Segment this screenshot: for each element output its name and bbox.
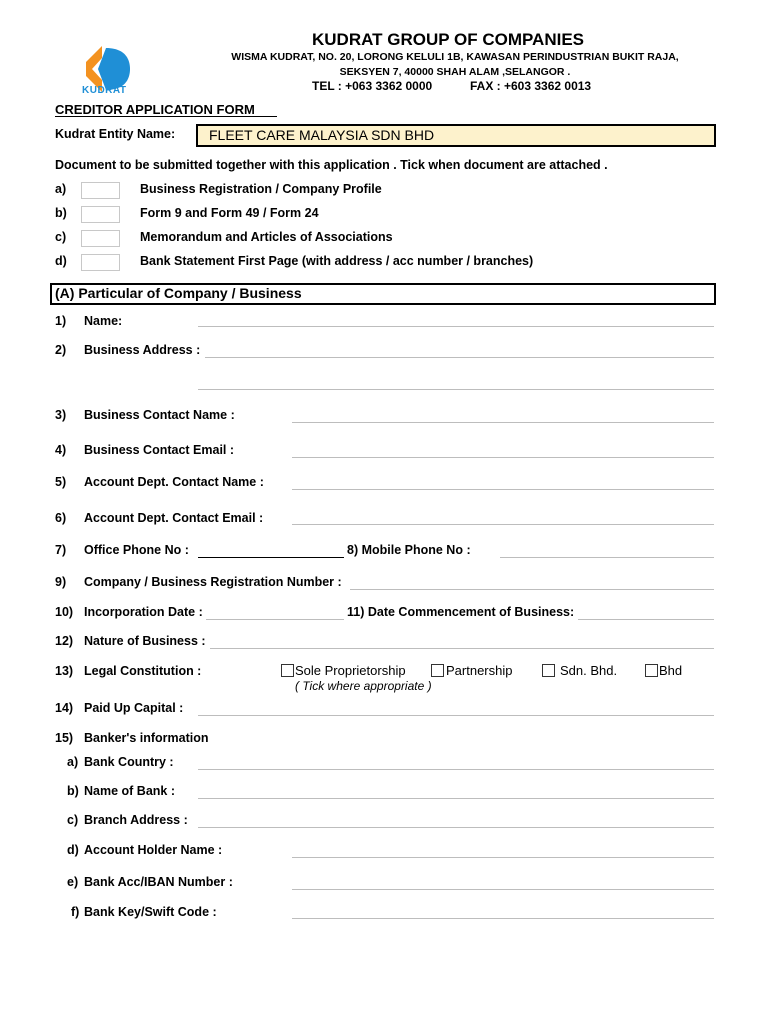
form-title: CREDITOR APPLICATION FORM (55, 102, 255, 117)
field-num: 3) (55, 408, 67, 422)
field-label: 8) Mobile Phone No : (347, 543, 471, 557)
field-label: Account Dept. Contact Email : (84, 511, 264, 525)
doc-key: c) (55, 230, 67, 244)
bank-country-field[interactable] (198, 769, 714, 770)
entity-name-value: FLEET CARE MALAYSIA SDN BHD (209, 127, 435, 143)
doc-label: Form 9 and Form 49 / Form 24 (140, 206, 319, 220)
doc-checkbox-b[interactable] (81, 206, 120, 223)
branch-address-field[interactable] (198, 827, 714, 828)
field-num: 7) (55, 543, 67, 557)
field-num: 2) (55, 343, 67, 357)
field-label: 11) Date Commencement of Business: (347, 605, 575, 619)
doc-checkbox-c[interactable] (81, 230, 120, 247)
banker-label: Account Holder Name : (84, 843, 223, 857)
legal-option-label: Partnership (446, 663, 513, 678)
nature-of-business-field[interactable] (210, 648, 714, 649)
entity-name-field[interactable] (196, 124, 716, 147)
bank-swift-code-field[interactable] (292, 918, 714, 919)
paid-up-capital-field[interactable] (198, 715, 714, 716)
field-num: 4) (55, 443, 67, 457)
business-address-field-2[interactable] (198, 389, 714, 390)
banker-label: Bank Acc/IBAN Number : (84, 875, 233, 889)
account-holder-name-field[interactable] (292, 857, 714, 858)
legal-checkbox-partnership[interactable] (431, 664, 444, 677)
field-label: Business Contact Name : (84, 408, 235, 422)
field-label: Business Address : (84, 343, 201, 357)
field-num: 1) (55, 314, 67, 328)
logo-text: KUDRAT (82, 85, 127, 96)
banker-label: Name of Bank : (84, 784, 175, 798)
bank-acc-iban-field[interactable] (292, 889, 714, 890)
doc-checkbox-a[interactable] (81, 182, 120, 199)
doc-label: Bank Statement First Page (with address / acc number / branches) (140, 254, 534, 268)
field-num: 12) (55, 634, 74, 648)
banker-key: f) (71, 905, 80, 919)
business-address-field-1[interactable] (205, 357, 714, 358)
field-num: 5) (55, 475, 67, 489)
field-label: Paid Up Capital : (84, 701, 184, 715)
company-name: KUDRAT GROUP OF COMPANIES (312, 30, 585, 49)
company-fax: FAX : +603 3362 0013 (470, 79, 592, 93)
field-label: Legal Constitution : (84, 664, 202, 678)
incorporation-date-field[interactable] (206, 619, 344, 620)
legal-checkbox-sdn-bhd[interactable] (542, 664, 555, 677)
business-contact-email-field[interactable] (292, 457, 714, 458)
business-contact-name-field[interactable] (292, 422, 714, 423)
banker-label: Bank Country : (84, 755, 174, 769)
account-dept-contact-name-field[interactable] (292, 489, 714, 490)
banker-key: e) (67, 875, 79, 889)
doc-key: a) (55, 182, 67, 196)
documents-note: Document to be submitted together with this application . Tick when document are attached . (55, 158, 608, 172)
banker-label: Branch Address : (84, 813, 188, 827)
field-num: 15) (55, 731, 74, 745)
section-a-header (50, 283, 716, 305)
legal-checkbox-sole-proprietorship[interactable] (281, 664, 294, 677)
banker-key: a) (67, 755, 79, 769)
field-label: Company / Business Registration Number : (84, 575, 342, 589)
field-label: Name: (84, 314, 123, 328)
bank-name-field[interactable] (198, 798, 714, 799)
legal-note: ( Tick where appropriate ) (295, 679, 432, 693)
legal-option-label: Sole Proprietorship (295, 663, 406, 678)
legal-option-label: Bhd (659, 663, 683, 678)
doc-label: Memorandum and Articles of Associations (140, 230, 393, 244)
date-commencement-field[interactable] (578, 619, 714, 620)
account-dept-contact-email-field[interactable] (292, 524, 714, 525)
banker-key: c) (67, 813, 79, 827)
entity-label: Kudrat Entity Name: (55, 127, 176, 141)
field-label: Banker's information (84, 731, 209, 745)
legal-checkbox-bhd[interactable] (645, 664, 658, 677)
field-num: 9) (55, 575, 67, 589)
field-num: 6) (55, 511, 67, 525)
banker-key: d) (67, 843, 79, 857)
field-label: Business Contact Email : (84, 443, 235, 457)
name-field[interactable] (198, 326, 714, 327)
field-num: 13) (55, 664, 74, 678)
doc-label: Business Registration / Company Profile (140, 182, 382, 196)
doc-key: d) (55, 254, 67, 268)
mobile-phone-field[interactable] (500, 557, 714, 558)
office-phone-field[interactable] (198, 557, 344, 558)
legal-option-label: Sdn. Bhd. (560, 663, 618, 678)
company-address-line2: SEKSYEN 7, 40000 SHAH ALAM ,SELANGOR . (339, 66, 571, 78)
field-label: Account Dept. Contact Name : (84, 475, 264, 489)
company-address-line1: WISMA KUDRAT, NO. 20, LORONG KELULI 1B, KAWASAN PERINDUSTRIAN BUKIT RAJA, (231, 51, 679, 63)
section-a-title: (A) Particular of Company / Business (55, 285, 302, 301)
banker-key: b) (67, 784, 79, 798)
company-tel: TEL : +063 3362 0000 (312, 79, 433, 93)
banker-label: Bank Key/Swift Code : (84, 905, 217, 919)
field-num: 10) (55, 605, 74, 619)
field-label: Nature of Business : (84, 634, 206, 648)
registration-number-field[interactable] (350, 589, 714, 590)
doc-key: b) (55, 206, 67, 220)
field-label: Office Phone No : (84, 543, 189, 557)
field-label: Incorporation Date : (84, 605, 203, 619)
form-title-underline (55, 116, 277, 117)
field-num: 14) (55, 701, 74, 715)
doc-checkbox-d[interactable] (81, 254, 120, 271)
